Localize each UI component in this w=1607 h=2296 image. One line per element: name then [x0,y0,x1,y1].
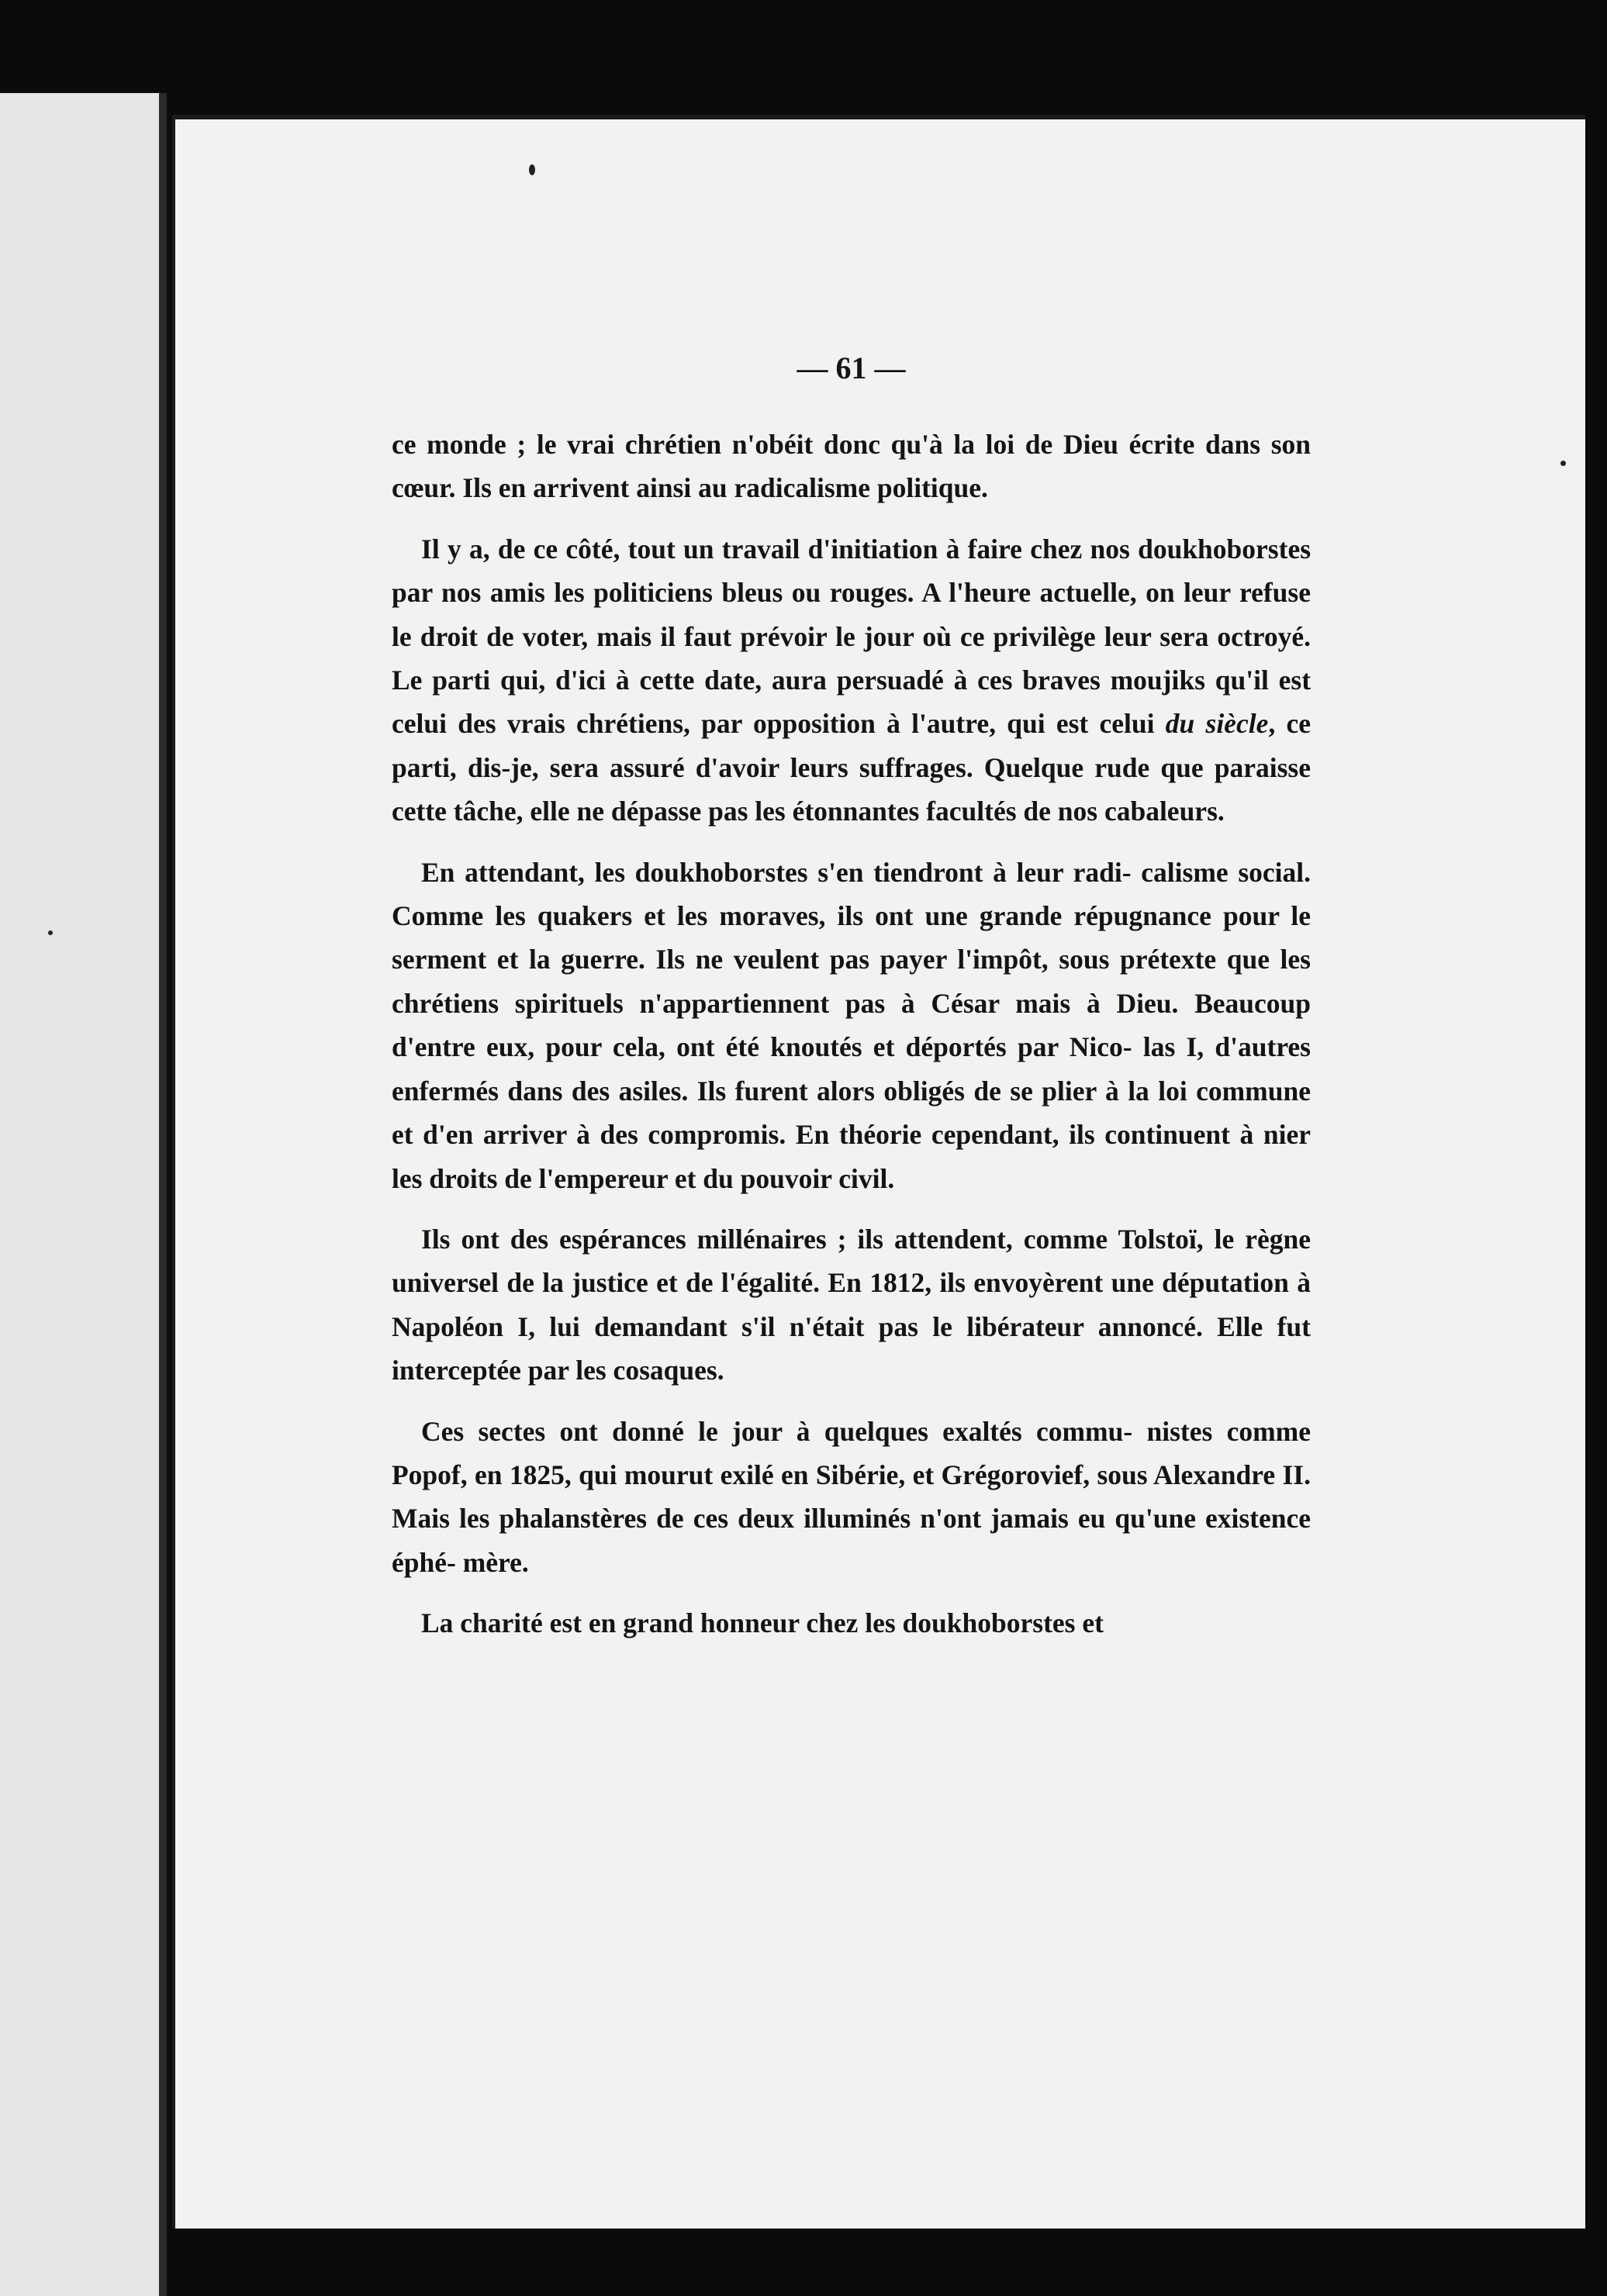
text-line: écrite dans son cœur. Ils en arrivent ainsi au radicalisme [392,429,1312,504]
text-line: La charité est en grand honneur chez les doukhoborstes et [421,1607,1104,1639]
ink-speck [529,164,535,175]
text-line: ne dépasse pas les étonnantes facultés de nos cabaleurs. [576,796,1225,827]
text-line: demandant s'il n'était pas le libérateur annoncé. Elle fut [594,1310,1311,1342]
text-line: mère. [462,1546,529,1578]
text-line: et Grégorovief, sous Alexandre II. Mais les phalanstères de [392,1459,1311,1535]
text-line: d'entre eux, pour cela, ont été knoutés et déportés par Nico- [392,1031,1132,1063]
paragraph-6 [392,1601,1311,1645]
text-line: nistes comme Popof, en 1825, qui mourut exilé en Sibérie, [392,1415,1311,1490]
text-line: ce monde ; le vrai chrétien n'obéit donc qu'à la loi de Dieu [392,429,1118,460]
text-line: Tolstoï, le règne universel de la justice et de l'égalité. En [392,1223,1312,1299]
left-page-edge [0,93,167,2296]
text-line: A l'heure actuelle, on leur refuse le droit de voter, mais il [392,577,1311,652]
text-line: veulent pas payer l'impôt, sous prétexte que les chrétiens [392,944,1311,1019]
text-line: qu'il est celui des vrais chrétiens, par opposition à l'autre, [392,665,1312,740]
text-line: qui est celui [1007,708,1166,740]
text-line: En théorie cependant, ils continuent à nier les droits de [392,1119,1312,1194]
text-line: , ce parti, dis-je, sera assuré d'avoir [392,708,1311,783]
text-line: qui, d'ici à cette date, aura persuadé à ces braves moujiks [499,665,1205,696]
page-text [392,350,1312,1662]
text-line: interceptée par les cosaques. [392,1355,724,1386]
ink-speck [48,930,53,935]
text-line: En attendant, les doukhoborstes s'en tiendront à leur radi- [421,856,1132,888]
text-line: calisme social. Comme les quakers et les moraves, ils ont [392,856,1311,932]
text-line: nos doukhoborstes par nos amis les politiciens bleus ou rouges. [392,533,1312,609]
paragraph-1 [392,423,1311,510]
text-line: 1812, ils envoyèrent une députation à Napoléon I, lui [392,1267,1312,1342]
paragraph-3 [392,851,1311,1200]
paragraph-2 [392,527,1311,834]
text-line: Il y a, de ce côté, tout un travail d'initiation à faire chez [421,533,1083,565]
text-line: las I, d'autres enfermés dans des asiles. Ils furent alors obligés [392,1031,1312,1107]
text-line: leurs suffrages. Quelque rude que paraisse cette tâche, elle [392,751,1311,827]
ink-speck [1560,461,1566,466]
text-line: faut prévoir le jour où ce privilège leur sera octroyé. Le parti [392,620,1312,696]
text-line: Ils ont des espérances millénaires ; ils attendent, comme [421,1223,1108,1255]
italic-phrase: du siècle [1165,708,1269,740]
text-line: politique. [876,472,988,504]
text-line: Ces sectes ont donné le jour à quelques exaltés commu- [421,1415,1133,1447]
text-line: l'empereur et du pouvoir civil. [538,1162,895,1194]
page-number: — 61 — [797,350,906,385]
paragraph-5 [392,1410,1311,1585]
text-line: de se plier à la loi commune et d'en arriver à des compromis. [392,1075,1311,1151]
text-line: spirituels n'appartiennent pas à César mais à Dieu. Beaucoup [514,987,1312,1019]
text-line: une grande répugnance pour le serment et la guerre. Ils ne [392,900,1311,975]
text-line: ces deux illuminés n'ont jamais eu qu'une existence éphé- [392,1503,1312,1578]
paragraph-4 [392,1217,1311,1393]
